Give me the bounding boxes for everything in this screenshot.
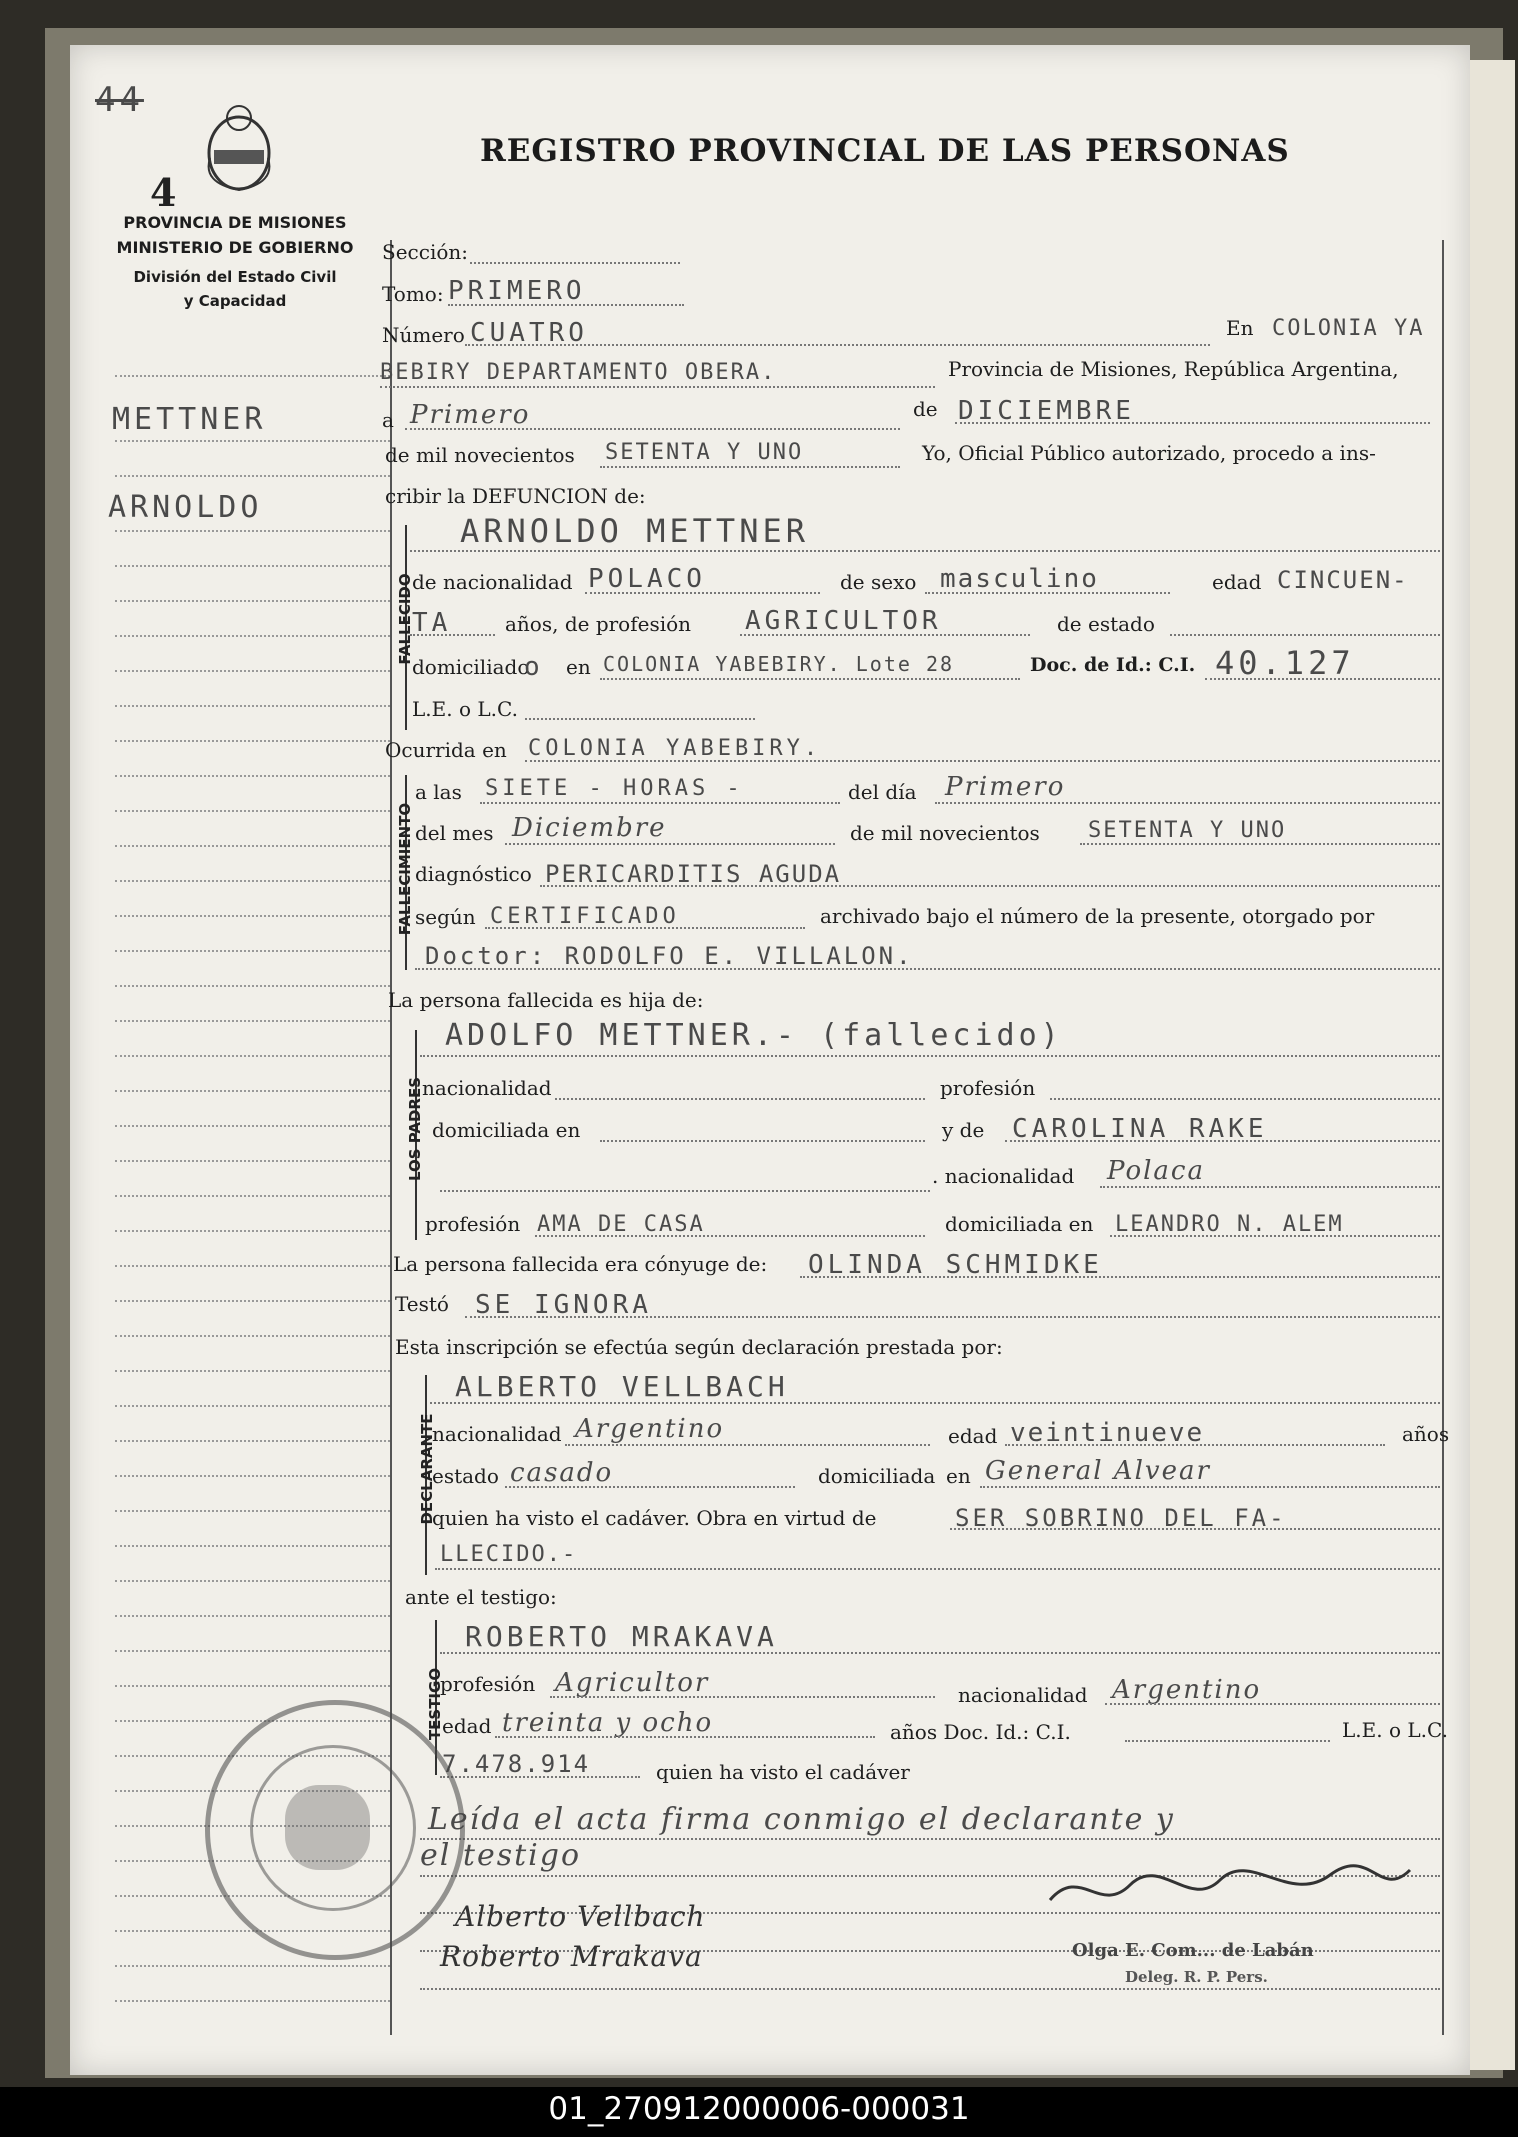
segun-value: CERTIFICADO [490, 904, 680, 929]
en-label: En [1226, 316, 1254, 340]
officer-title: Deleg. R. P. Pers. [1125, 1968, 1268, 1986]
parents-intro: La persona fallecida es hija de: [388, 988, 704, 1012]
profesion-value: AGRICULTOR [745, 606, 942, 636]
madre-nacionalidad-value: Polaca [1107, 1156, 1205, 1186]
declarant-intro: Esta inscripción se efectúa según declaración prestada por: [395, 1335, 1003, 1359]
mother-value: CAROLINA RAKE [1012, 1114, 1268, 1144]
declarant-name: ALBERTO VELLBACH [455, 1370, 789, 1403]
ano-value: SETENTA Y UNO [1088, 818, 1287, 843]
archivado-text: archivado bajo el número de la presente, otorgado por [820, 904, 1375, 928]
declarante-quien-label: quien ha visto el cadáver. Obra en virtud de [432, 1506, 877, 1530]
testigo-nacionalidad-value: Argentino [1112, 1675, 1262, 1705]
doctor-value: Doctor: RODOLFO E. VILLALON. [425, 942, 914, 970]
year-prefix: de mil novecientos [385, 443, 575, 467]
spouse-value: OLINDA SCHMIDKE [808, 1250, 1103, 1280]
section-fallecido: FALLECIDO [396, 573, 414, 665]
anos-label: años [1402, 1422, 1450, 1446]
closing-line-1: Leída el acta firma conmigo el declarante y [428, 1802, 1175, 1837]
officer-text: Yo, Oficial Público autorizado, procedo a ins- [922, 441, 1376, 465]
signature-declarant: Alberto Vellbach [455, 1900, 706, 1933]
signature-witness: Roberto Mrakava [440, 1940, 703, 1973]
madre-domiciliada-label: domiciliada en [945, 1212, 1094, 1236]
document-id: 01_270912000006-000031 [548, 2091, 970, 2127]
month-value: DICIEMBRE [958, 396, 1135, 426]
a-label: a [382, 408, 394, 432]
madre-profesion-value: AMA DE CASA [537, 1212, 705, 1237]
section-padres: LOS PADRES [406, 1076, 424, 1182]
province-label: PROVINCIA DE MISIONES [123, 213, 347, 232]
doc-value: 40.127 [1215, 644, 1355, 682]
father-value: ADOLFO METTNER.- (fallecido) [445, 1018, 1063, 1053]
y-de-label: y de [942, 1118, 985, 1142]
day-value: Primero [410, 400, 531, 430]
anos-profesion-label: años, de profesión [505, 612, 692, 636]
declarante-edad-label: edad [948, 1424, 998, 1448]
declarante-estado-label: estado [432, 1464, 499, 1488]
declarante-virtud-2: LLECIDO.- [440, 1542, 578, 1567]
domiciliado-label: domiciliado [412, 655, 530, 679]
sexo-value: masculino [940, 564, 1099, 594]
declarante-domicilio-value: General Alvear [985, 1456, 1211, 1486]
testigo-profesion-value: Agricultor [555, 1668, 710, 1698]
margin-given-name: ARNOLDO [108, 490, 263, 525]
numero-label: Número [382, 323, 465, 347]
edad-value-2: TA [412, 608, 452, 638]
segun-label: según [415, 905, 476, 929]
division-label-2: y Capacidad [183, 292, 287, 310]
padre-nacionalidad-label: nacionalidad [422, 1076, 552, 1100]
nacionalidad-label: de nacionalidad [412, 570, 573, 594]
a-las-label: a las [415, 780, 462, 804]
sexo-label: de sexo [840, 570, 917, 594]
domicilio-value: COLONIA YABEBIRY. Lote 28 [603, 652, 955, 676]
testo-label: Testó [395, 1292, 449, 1316]
testo-value: SE IGNORA [475, 1290, 652, 1320]
testigo-profesion-label: profesión [440, 1672, 536, 1696]
estado-label: de estado [1057, 612, 1155, 636]
officer-signature-icon [1040, 1860, 1420, 1920]
testigo-edad-value: treinta y ocho [502, 1708, 714, 1738]
del-dia-label: del día [848, 780, 917, 804]
section-declarante: DECLARANTE [418, 1413, 436, 1525]
testigo-doc-value: 7.478.914 [442, 1750, 591, 1778]
domicilio-en-label: en [566, 655, 591, 679]
doc-label: Doc. de Id.: C.I. [1030, 654, 1196, 676]
diagnostico-value: PERICARDITIS AGUDA [545, 860, 842, 888]
page-number: 4 [150, 170, 177, 215]
testigo-nacionalidad-label: nacionalidad [958, 1683, 1088, 1707]
declarante-nacionalidad-value: Argentino [575, 1414, 725, 1444]
declarante-en-label: en [946, 1464, 971, 1488]
ministry-label: MINISTERIO DE GOBIERNO [116, 238, 354, 257]
page-title: REGISTRO PROVINCIAL DE LAS PERSONAS [480, 133, 1290, 169]
madre-nacionalidad-label: . nacionalidad [932, 1164, 1075, 1188]
edad-label: edad [1212, 570, 1262, 594]
section-fallecimiento: FALLECIMIENTO [396, 802, 414, 936]
year-value: SETENTA Y UNO [605, 440, 804, 465]
testigo-quien-label: quien ha visto el cadáver [656, 1760, 910, 1784]
place-continuation: BEBIRY DEPARTAMENTO OBERA. [380, 360, 777, 385]
margin-surname: METTNER [112, 402, 267, 437]
madre-profesion-label: profesión [425, 1212, 521, 1236]
province-text: Provincia de Misiones, República Argentina, [948, 357, 1399, 381]
hora-value: SIETE - HORAS - [485, 776, 744, 801]
ocurrida-value: COLONIA YABEBIRY. [528, 736, 822, 761]
domiciliado-suffix: o [524, 652, 544, 682]
le-label: L.E. o L.C. [412, 697, 518, 721]
en-value: COLONIA YA [1272, 316, 1425, 341]
de-label: de [913, 397, 938, 421]
seal-emblem-icon [285, 1785, 370, 1870]
coat-of-arms-icon [202, 98, 277, 193]
tomo-label: Tomo: [382, 282, 444, 306]
spouse-label: La persona fallecida era cónyuge de: [393, 1252, 768, 1276]
declarante-virtud-1: SER SOBRINO DEL FA- [955, 1504, 1287, 1532]
nacionalidad-value: POLACO [588, 564, 706, 594]
testigo-doc-label: años Doc. Id.: C.I. [890, 1720, 1071, 1744]
testigo-edad-label: edad [442, 1714, 492, 1738]
declarante-domiciliada-label: domiciliada [818, 1464, 936, 1488]
diagnostico-label: diagnóstico [415, 862, 532, 886]
tomo-value: PRIMERO [448, 276, 586, 306]
de-mil-label: de mil novecientos [850, 821, 1040, 845]
testigo-le-label: L.E. o L.C. [1342, 1718, 1448, 1742]
closing-line-2: el testigo [420, 1838, 582, 1873]
padre-profesion-label: profesión [940, 1076, 1036, 1100]
deceased-name: ARNOLDO METTNER [460, 512, 809, 550]
numero-value: CUATRO [470, 318, 588, 348]
declarante-estado-value: casado [510, 1458, 614, 1488]
ocurrida-label: Ocurrida en [385, 738, 507, 762]
witness-name: ROBERTO MRAKAVA [465, 1620, 778, 1653]
folio-number: 44 [95, 80, 144, 120]
declarante-nacionalidad-label: nacionalidad [432, 1422, 562, 1446]
padre-domiciliada-label: domiciliada en [432, 1118, 581, 1142]
section-testigo: TESTIGO [426, 1667, 444, 1741]
declarante-edad-value: veintinueve [1010, 1418, 1205, 1448]
edad-value-1: CINCUEN- [1277, 566, 1409, 594]
inscribe-text: cribir la DEFUNCION de: [385, 484, 646, 508]
division-label-1: División del Estado Civil [133, 268, 337, 286]
mes-value: Diciembre [512, 813, 667, 843]
witness-intro: ante el testigo: [405, 1585, 557, 1609]
del-mes-label: del mes [415, 821, 494, 845]
right-border [1442, 240, 1444, 2035]
madre-domicilio-value: LEANDRO N. ALEM [1115, 1212, 1344, 1237]
dia-value: Primero [945, 772, 1066, 802]
officer-name: Olga E. Com... de Labán [1072, 1940, 1314, 1961]
seccion-label: Sección: [382, 240, 468, 264]
